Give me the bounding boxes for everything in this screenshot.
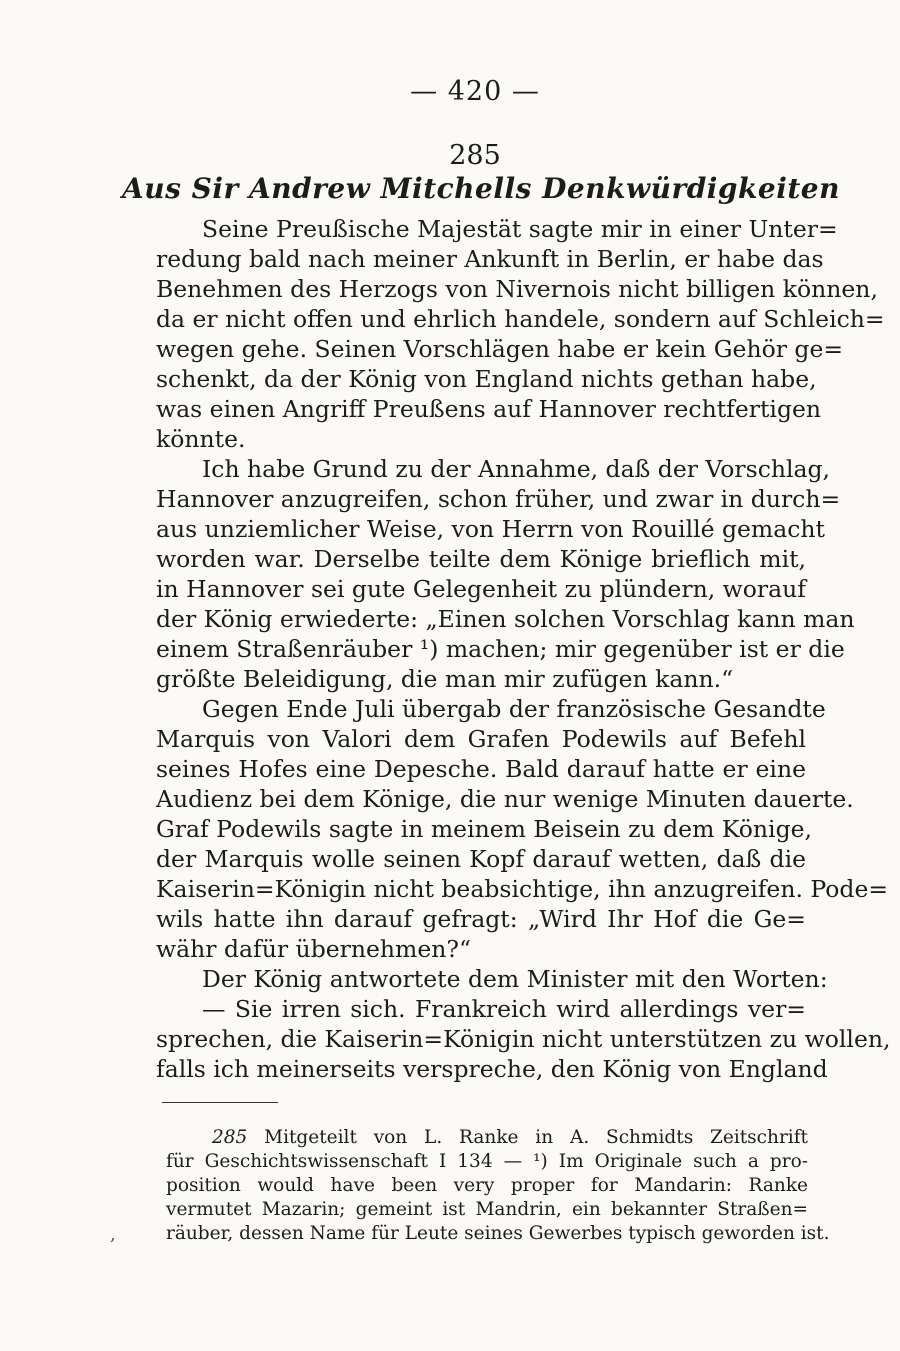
document-number: 285 [449,140,501,171]
text-line: aus unziemlicher Weise, von Herrn von Rouillé gemacht [156,515,825,543]
text-line: — Sie irren sich. Frankreich wird allerdings ver= [202,995,806,1023]
text-line: Der König antwortete dem Minister mit den Worten: [202,965,828,993]
footnote-line: für Geschichtswissenschaft I 134 — ¹) Im Originale such a pro- [166,1151,808,1172]
text-line: größte Beleidigung, die man mir zufügen kann.“ [156,665,734,693]
text-line: Seine Preußische Majestät sagte mir in einer Unter= [202,215,838,243]
footnote-text: Mitgeteilt von L. Ranke in A. Schmidts Zeitschrift [264,1127,808,1148]
text-line: könnte. [156,425,246,453]
text-line: sprechen, die Kaiserin=Königin nicht unterstützen zu wollen, [156,1025,891,1053]
footnote-separator [162,1102,278,1103]
text-line: in Hannover sei gute Gelegenheit zu plündern, worauf [156,575,806,603]
text-line: währ dafür übernehmen?“ [156,935,471,963]
footnote-line [212,1126,808,1150]
text-line: Audienz bei dem Könige, die nur wenige Minuten dauerte. [156,785,854,813]
footnote-line: räuber, dessen Name für Leute seines Gewerbes typisch geworden ist. [166,1223,830,1244]
text-line: der König erwiederte: „Einen solchen Vorschlag kann man [156,605,855,633]
text-line: Hannover anzugreifen, schon früher, und zwar in durch= [156,485,841,513]
text-line: Benehmen des Herzogs von Nivernois nicht billigen können, [156,275,878,303]
text-line: was einen Angriff Preußens auf Hannover rechtfertigen [156,395,822,423]
text-line: worden war. Derselbe teilte dem Könige brieflich mit, [156,545,806,573]
text-line: falls ich meinerseits verspreche, den König von England [156,1055,828,1083]
page-number: — 420 — [410,76,540,107]
document-title: Aus Sir Andrew Mitchells Denkwürdigkeiten [122,172,840,205]
footnote-line: position would have been very proper for Mandarin: Ranke [166,1175,808,1196]
text-line: Graf Podewils sagte in meinem Beisein zu dem Könige, [156,815,812,843]
text-line: redung bald nach meiner Ankunft in Berlin, er habe das [156,245,824,273]
stray-mark: , [110,1224,116,1245]
text-line: wils hatte ihn darauf gefragt: „Wird Ihr Hof die Ge= [156,905,806,933]
text-line: da er nicht offen und ehrlich handele, sondern auf Schleich= [156,305,885,333]
footnote-number: 285 [212,1127,248,1148]
text-line: schenkt, da der König von England nichts gethan habe, [156,365,817,393]
text-line: Marquis von Valori dem Grafen Podewils auf Befehl [156,725,806,753]
text-line: der Marquis wolle seinen Kopf darauf wetten, daß die [156,845,806,873]
text-line: Kaiserin=Königin nicht beabsichtige, ihn anzugreifen. Pode= [156,875,889,903]
text-line: Gegen Ende Juli übergab der französische Gesandte [202,695,826,723]
footnote-line: vermutet Mazarin; gemeint ist Mandrin, ein bekannter Straßen= [166,1199,808,1220]
text-line: einem Straßenräuber ¹) machen; mir gegenüber ist er die [156,635,845,663]
text-line: seines Hofes eine Depesche. Bald darauf hatte er eine [156,755,806,783]
text-line: Ich habe Grund zu der Annahme, daß der Vorschlag, [202,455,831,483]
text-line: wegen gehe. Seinen Vorschlägen habe er kein Gehör ge= [156,335,844,363]
